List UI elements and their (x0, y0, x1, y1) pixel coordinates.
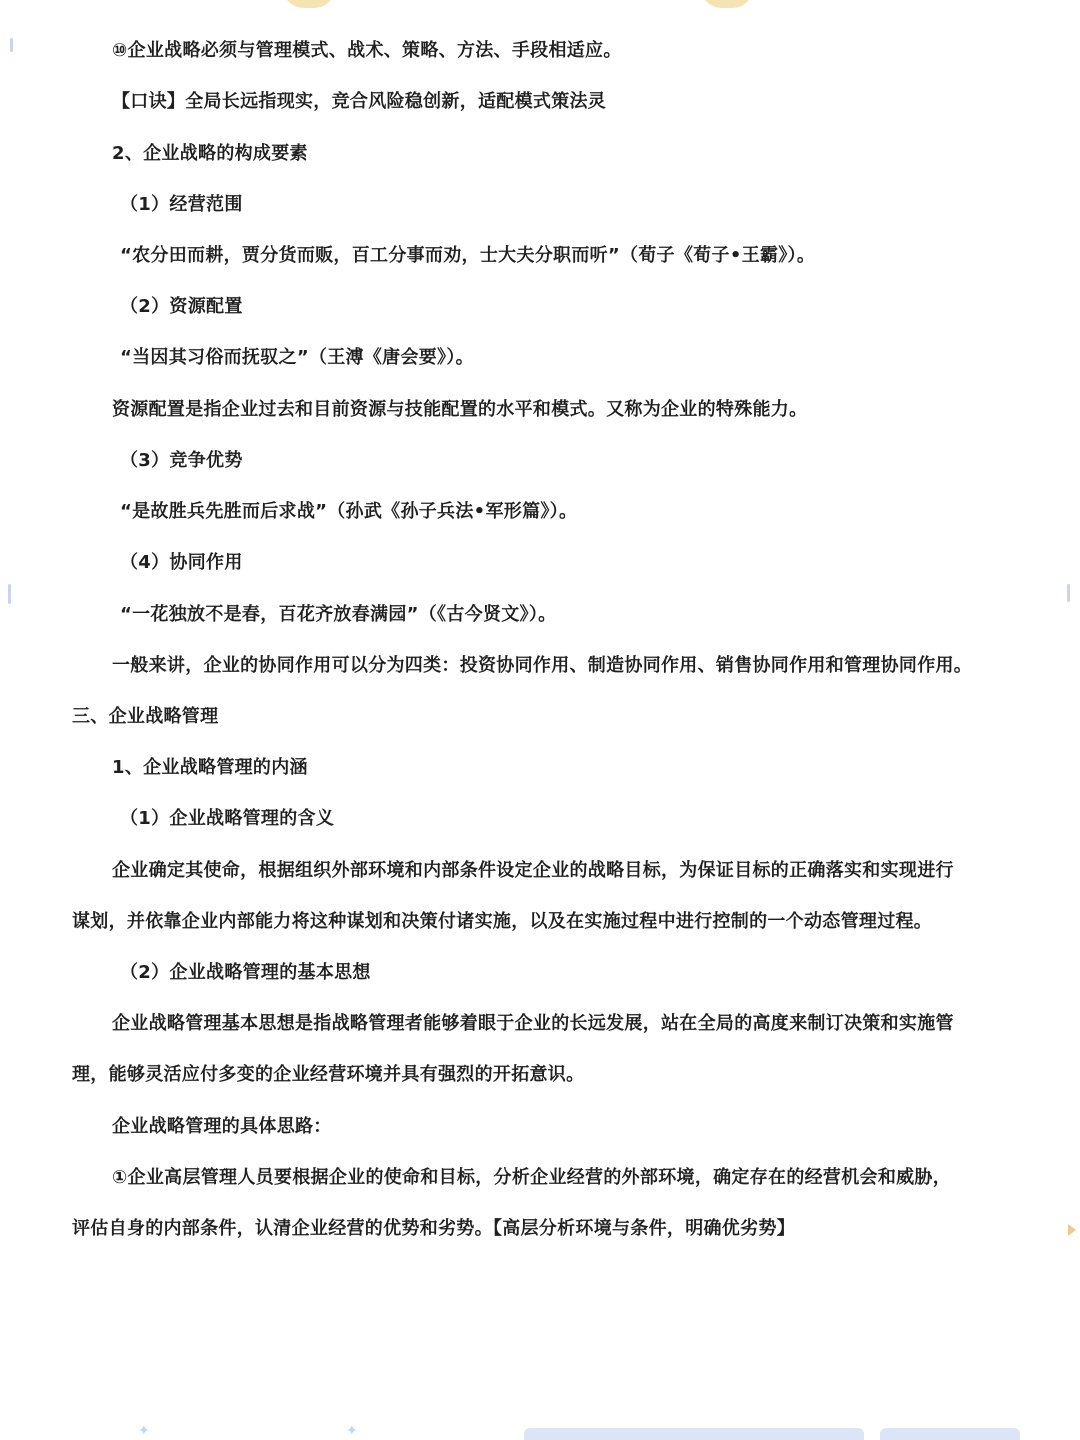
section-heading: 1、企业战略管理的内涵 (112, 757, 308, 778)
subsection-heading: （1）企业战略管理的含义 (120, 808, 335, 829)
star-icon: ✦ (346, 1423, 358, 1439)
left-edge-mark-top (10, 38, 13, 52)
text-line: 企业确定其使命，根据组织外部环境和内部条件设定企业的战略目标，为保证目标的正确落实和实现进行 (112, 860, 954, 881)
text-line: ⑩企业战略必须与管理模式、战术、策略、方法、手段相适应。 (112, 40, 622, 61)
text-line: 企业战略管理的具体思路： (112, 1116, 332, 1137)
right-edge-triangle (1068, 1224, 1076, 1236)
left-edge-mark-middle (8, 584, 11, 604)
text-line: 一般来讲，企业的协同作用可以分为四类：投资协同作用、制造协同作用、销售协同作用和管理协同作用。 (112, 655, 973, 676)
quote-line: “一花独放不是春，百花齐放春满园”（《古今贤文》）。 (120, 604, 557, 625)
subsection-heading: （3）竞争优势 (120, 450, 243, 471)
top-ornament-left (282, 0, 336, 8)
text-line: 企业战略管理基本思想是指战略管理者能够着眼于企业的长远发展，站在全局的高度来制订决策和实施管 (112, 1013, 954, 1034)
star-icon: ✦ (138, 1423, 150, 1439)
right-edge-mark-middle (1067, 584, 1070, 602)
subsection-heading: （4）协同作用 (120, 552, 243, 573)
quote-line: “当因其习俗而抚驭之”（王溥《唐会要》）。 (120, 347, 474, 368)
mnemonic-line: 【口诀】全局长远指现实，竞合风险稳创新，适配模式策法灵 (112, 91, 607, 112)
bottom-decoration (0, 1422, 1080, 1440)
subsection-heading: （2）资源配置 (120, 296, 243, 317)
text-line: ①企业高层管理人员要根据企业的使命和目标，分析企业经营的外部环境，确定存在的经营机会和威胁， (112, 1167, 952, 1188)
text-line: 谋划，并依靠企业内部能力将这种谋划和决策付诸实施，以及在实施过程中进行控制的一个动态管理过程。 (72, 911, 933, 932)
quote-line: “是故胜兵先胜而后求战”（孙武《孙子兵法•军形篇》）。 (120, 501, 578, 522)
text-line: 评估自身的内部条件，认清企业经营的优势和劣势。【高层分析环境与条件，明确优劣势】 (72, 1218, 795, 1239)
chapter-heading: 三、企业战略管理 (72, 706, 219, 727)
section-heading: 2、企业战略的构成要素 (112, 143, 308, 164)
bottom-ribbon (880, 1428, 1020, 1440)
text-line: 资源配置是指企业过去和目前资源与技能配置的水平和模式。又称为企业的特殊能力。 (112, 399, 808, 420)
text-line: 理，能够灵活应付多变的企业经营环境并具有强烈的开拓意识。 (72, 1064, 585, 1085)
subsection-heading: （2）企业战略管理的基本思想 (120, 962, 371, 983)
top-ornament-right (700, 0, 754, 8)
subsection-heading: （1）经营范围 (120, 194, 243, 215)
quote-line: “农分田而耕，贾分货而贩，百工分事而劝，士大夫分职而听”（荀子《荀子•王霸》）。 (120, 245, 816, 266)
bottom-ribbon (524, 1428, 864, 1440)
